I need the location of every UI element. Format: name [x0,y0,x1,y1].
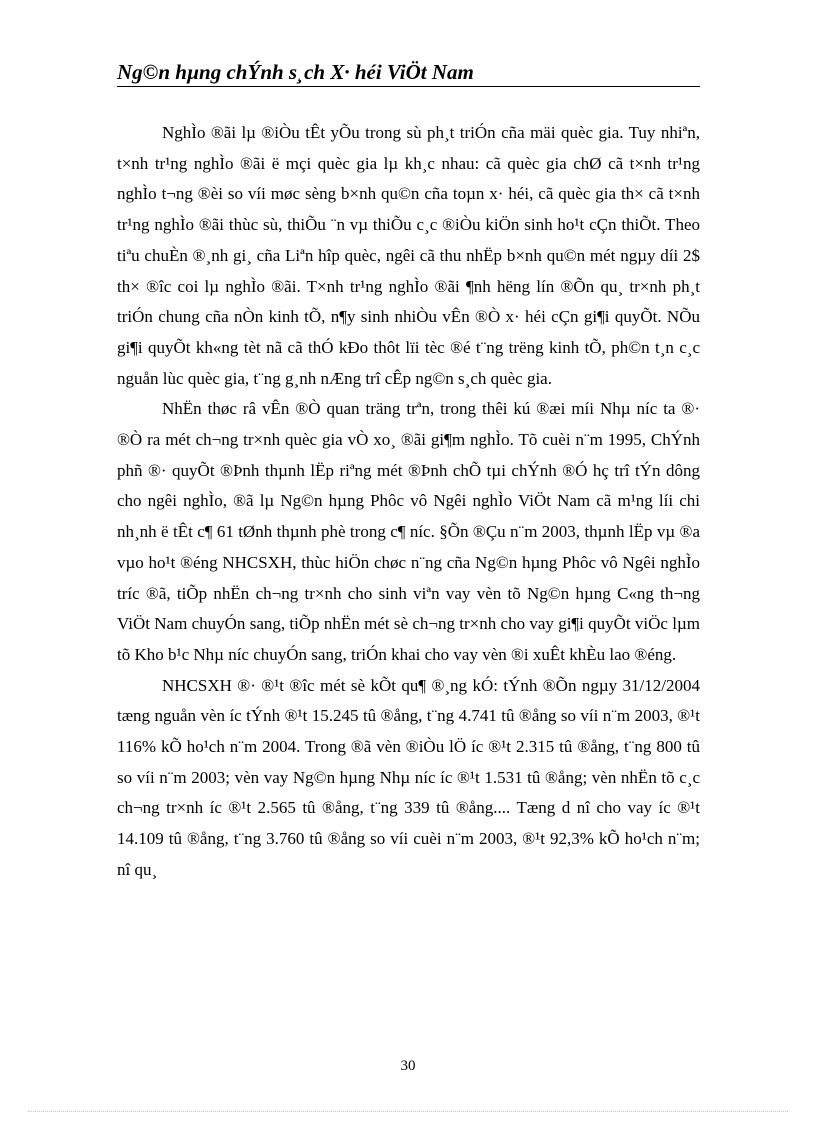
paragraph-1: NghÌo ®ãi lµ ®iÒu tÊt yÕu trong sù ph¸t triÓn cña mäi quèc gia. Tuy nhiªn, t×nh tr¹ng nghÌo ®ãi ë mçi quèc gia lµ kh¸c nhau: cã quèc gia chØ cã t×nh tr¹ng nghÌo t¬ng ®èi so víi møc sèng b×nh qu©n cña toµn x· héi, cã quèc gia th× cã t×nh tr¹ng nghÌo ®ãi thùc sù, thiÕu ¨n vµ thiÕu c¸c ®iÒu kiÖn sinh ho¹t cÇn thiÕt. Theo tiªu chuÈn ®¸nh gi¸ cña Liªn hîp quèc, ngêi cã thu nhËp b×nh qu©n mét ngµy díi 2$ th× ®îc coi lµ nghÌo ®ãi. T×nh tr¹ng nghÌo ®ãi ¶nh hëng lín ®Õn qu¸ tr×nh ph¸t triÓn chung cña nÒn kinh tÕ, n¶y sinh nhiÒu vÊn ®Ò x· héi cÇn gi¶i quyÕt. NÕu gi¶i quyÕt kh«ng tèt nã cã thÓ kÐo thôt lïi tèc ®é t¨ng trëng kinh tÕ, ph©n t¸n c¸c nguån lùc quèc gia, t¨ng g¸nh nÆng trî cÊp ng©n s¸ch quèc gia. [117,123,700,388]
body-text [117,118,700,886]
page-number: 30 [400,1058,416,1074]
paragraph-2: NhËn thøc râ vÊn ®Ò quan träng trªn, trong thêi kú ®æi míi Nhµ níc ta ®· ®Ò ra mét ch¬ng tr×nh quèc gia vÒ xo¸ ®ãi gi¶m nghÌo. Tõ cuèi n¨m 1995, ChÝnh phñ ®· quyÕt ®Þnh thµnh lËp riªng mét ®Þnh chÕ tµi chÝnh ®Ó hç trî tÝn dông cho ngêi nghÌo, ®ã lµ Ng©n hµng Phôc vô Ngêi nghÌo ViÖt Nam cã m¹ng líi chi nh¸nh ë tÊt c¶ 61 tØnh thµnh phè trong c¶ níc. §Õn ®Çu n¨m 2003, thµnh lËp vµ ®a vµo ho¹t ®éng NHCSXH, thùc hiÖn chøc n¨ng cña Ng©n hµng Phôc vô Ngêi nghÌo tríc ®ã, tiÕp nhËn ch¬ng tr×nh cho sinh viªn vay vèn tõ Ng©n hµng C«ng th¬ng ViÖt Nam chuyÓn sang, tiÕp nhËn mét sè ch¬ng tr×nh cho vay gi¶i quyÕt viÖc lµm tõ Kho b¹c Nhµ níc chuyÓn sang, triÓn khai cho vay vèn ®i xuÊt khÈu lao ®éng. [117,399,700,664]
header-rule [117,86,700,87]
running-header: Ng©n hµng chÝnh s¸ch X· héi ViÖt Nam [117,60,474,84]
paragraph-3: NHCSXH ®· ®¹t ®îc mét sè kÕt qu¶ ®¸ng kÓ: tÝnh ®Õn ngµy 31/12/2004 tæng nguån vèn íc tÝnh ®¹t 15.245 tû ®ång, t¨ng 4.741 tû ®ång so víi n¨m 2003, ®¹t 116% kÕ ho¹ch n¨m 2004. Trong ®ã vèn ®iÒu lÖ íc ®¹t 2.315 tû ®ång, t¨ng 800 tû so víi n¨m 2003; vèn vay Ng©n hµng Nhµ níc íc ®¹t 1.531 tû ®ång; vèn nhËn tõ c¸c ch¬ng tr×nh íc ®¹t 2.565 tû ®ång, t¨ng 339 tû ®ång.... Tæng d nî cho vay íc ®¹t 14.109 tû ®ång, t¨ng 3.760 tû ®ång so víi cuèi n¨m 2003, ®¹t 92,3% kÕ ho¹ch n¨m; nî qu¸ [117,675,700,879]
footer-dotted-rule [28,1111,788,1112]
